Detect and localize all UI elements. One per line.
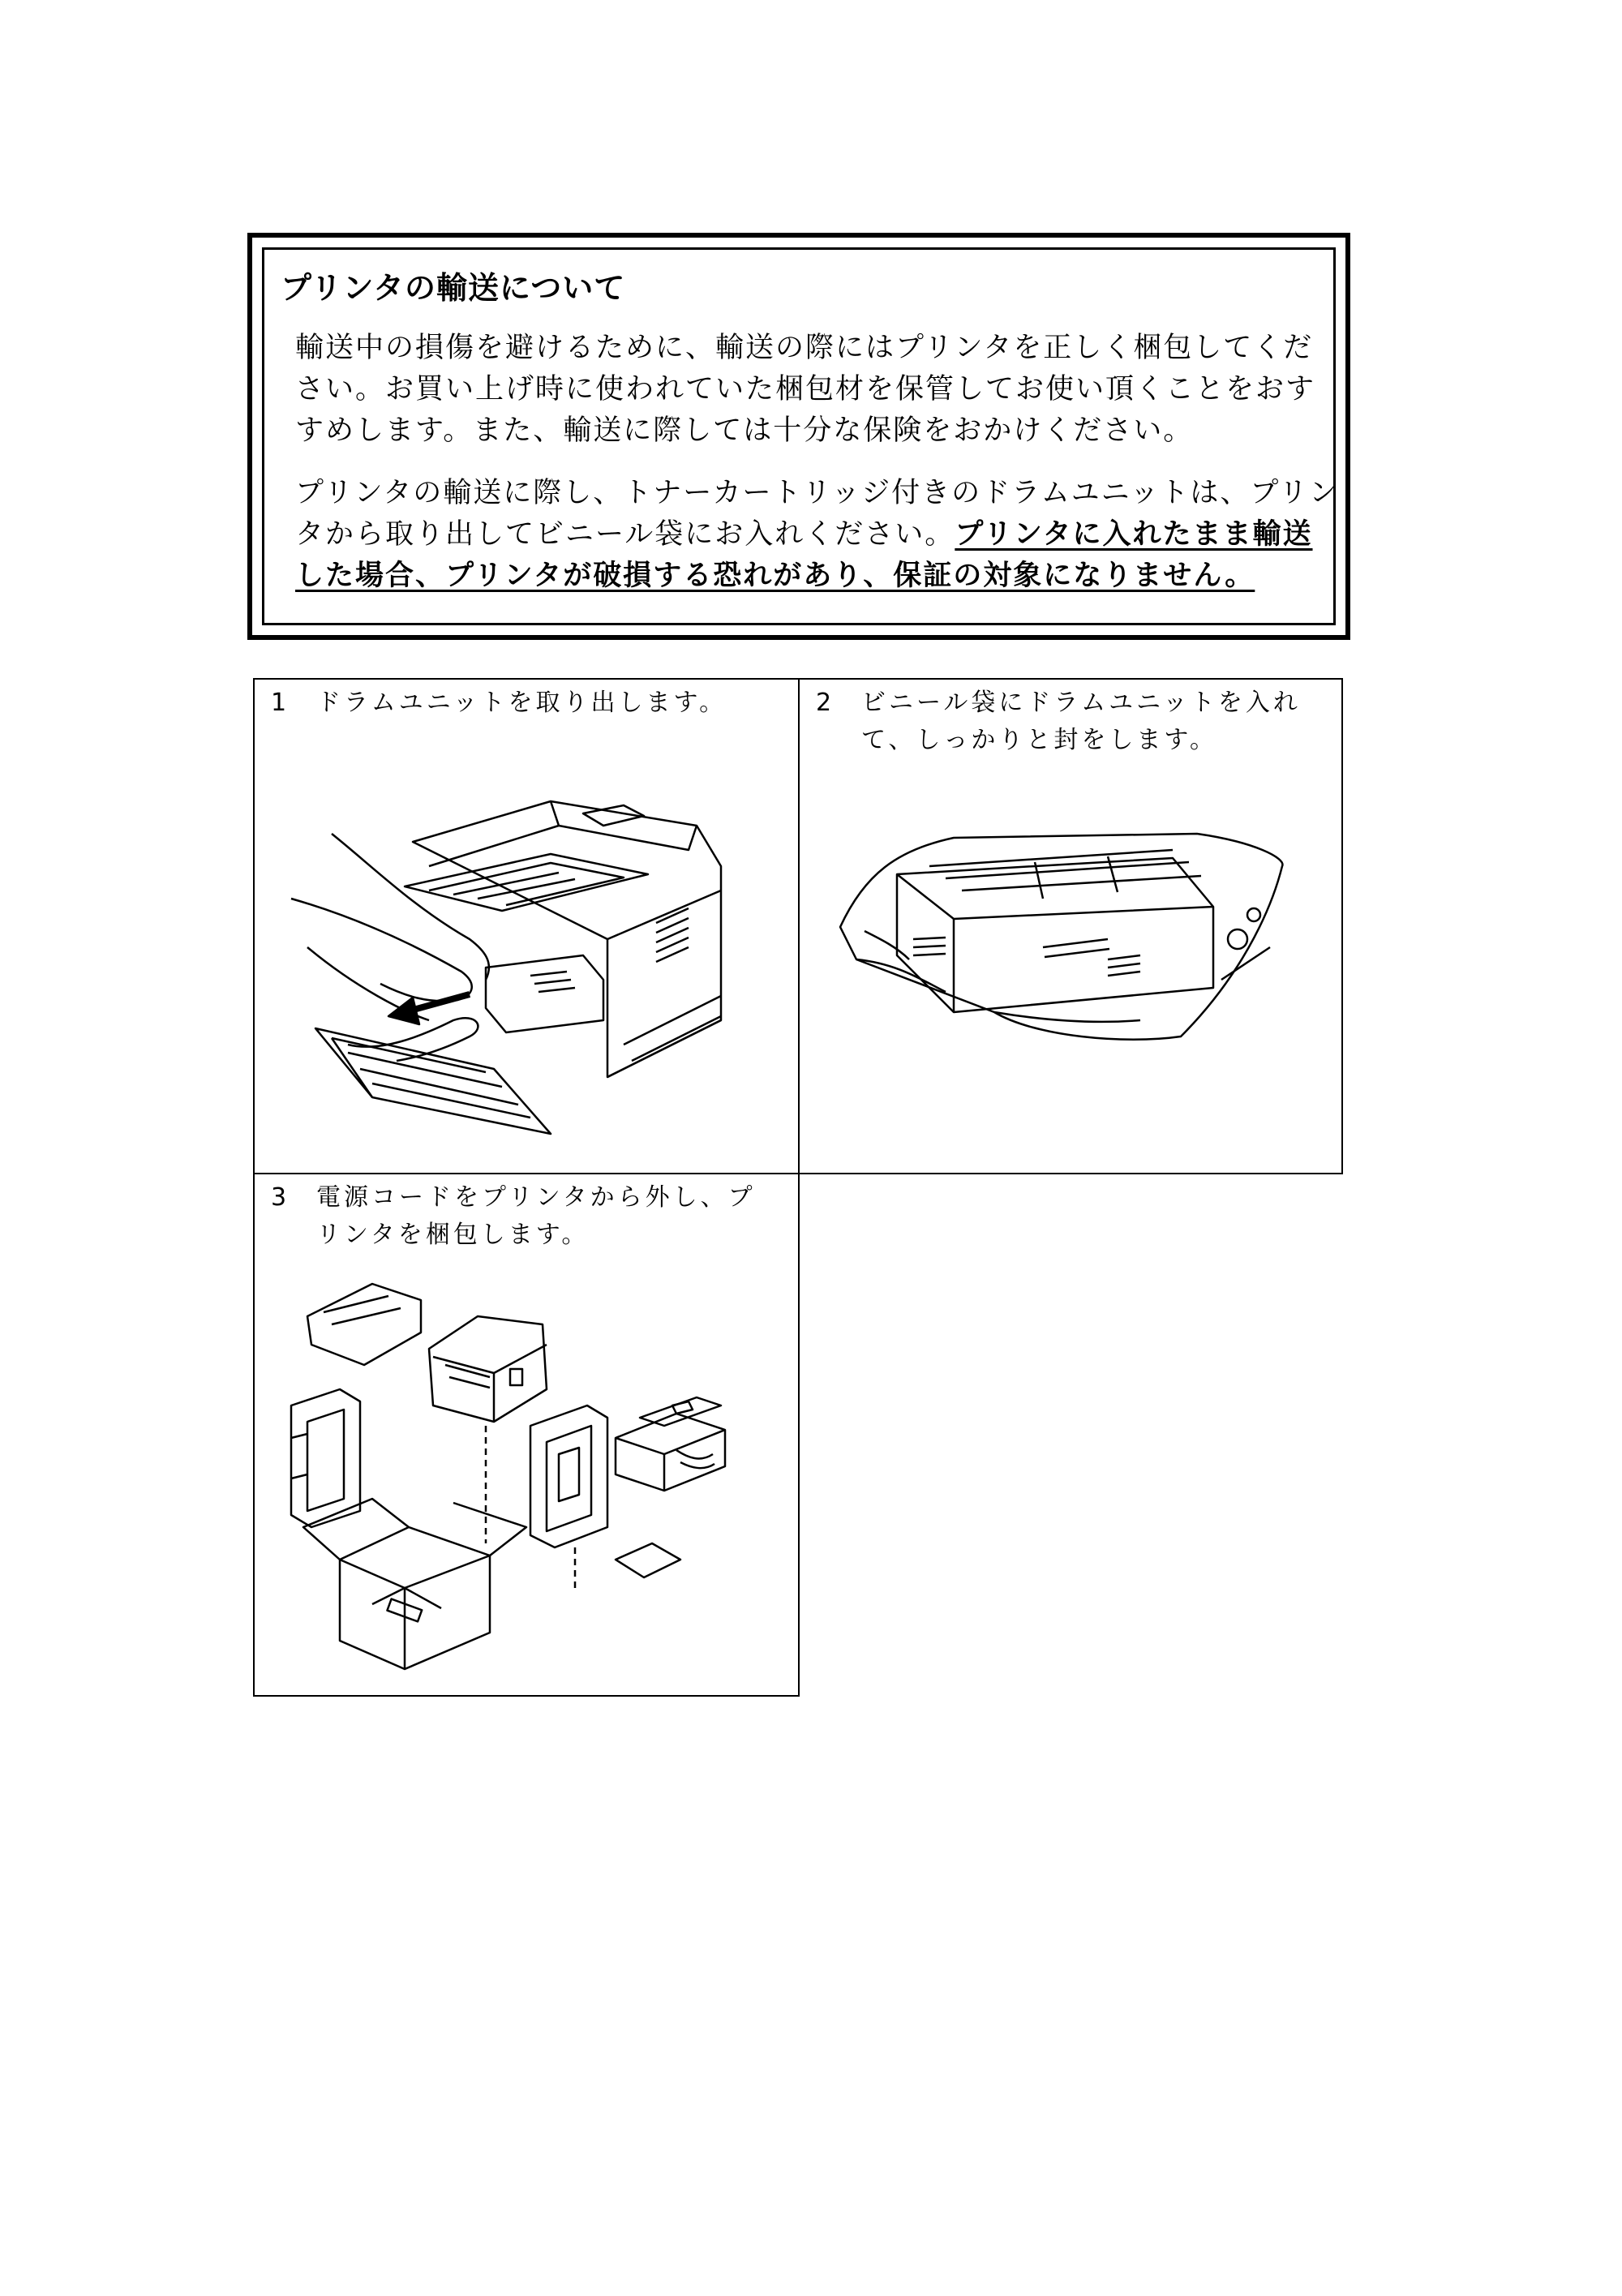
step-number: 3 <box>271 1183 287 1212</box>
step-instruction: ドラムユニットを取り出します。 <box>316 689 727 717</box>
step-number: 2 <box>816 689 832 717</box>
notice-inner-frame <box>262 247 1339 625</box>
packing-printer-illustration <box>267 1268 786 1681</box>
step-3-cell <box>253 1173 800 1697</box>
step-instruction: ビニール袋にドラムユニットを入れて、しっかりと封をします。 <box>861 689 1301 754</box>
notice-paragraph-1: 輸送中の損傷を避けるために、輸送の際にはプリンタを正しく梱包してください。お買い上げ時に使われていた梱包材を保管してお使い頂くことをおすすめします。また、輸送に際しては十分な保険をおかけください。 <box>295 332 1316 447</box>
step-instruction: 電源コードをプリンタから外し、プリンタを梱包します。 <box>316 1183 756 1249</box>
notice-paragraph-2-text: プリンタの輸送に際し、トナーカートリッジ付きのドラムユニットは、プリンタから取り出してビニール袋にお入れください。 <box>295 477 1339 551</box>
step-1-cell <box>253 678 800 1174</box>
remove-drum-illustration <box>283 777 770 1158</box>
shipping-notice-box <box>247 233 1350 640</box>
notice-paragraph-2 <box>295 473 1341 597</box>
notice-title: プリンタの輸送について <box>281 270 626 306</box>
drum-in-bag-illustration <box>832 818 1311 1053</box>
step-number: 1 <box>271 689 287 717</box>
step-2-cell <box>798 678 1343 1174</box>
warranty-warning: プリンタに入れたまま輸送した場合、プリンタが破損する恐れがあり、保証の対象になりません。 <box>295 518 1313 592</box>
